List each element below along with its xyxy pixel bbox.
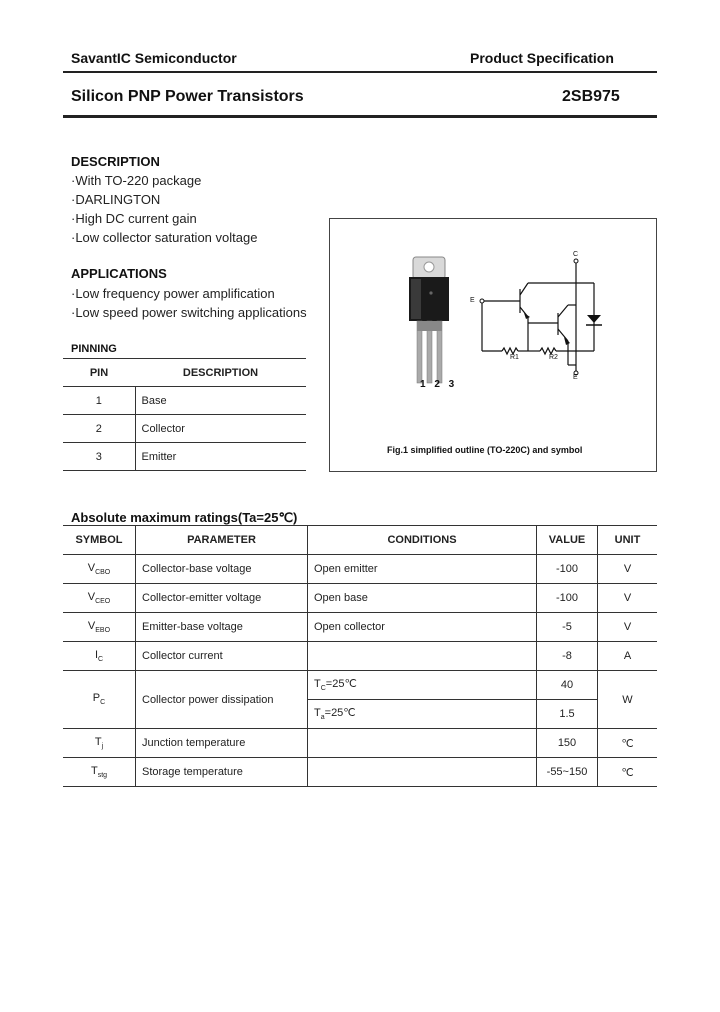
unit-cell: V: [598, 613, 658, 642]
table-row: [63, 584, 657, 613]
symbol-subscript: CBO: [95, 569, 111, 577]
value-cell: -100: [537, 555, 598, 584]
condition-subscript: C: [320, 685, 326, 693]
conditions-cell: [308, 642, 537, 671]
value-cell: -8: [537, 642, 598, 671]
unit-cell: V: [598, 555, 658, 584]
conditions-cell: [308, 671, 537, 700]
unit-cell: ℃: [598, 758, 658, 787]
unit-cell: ℃: [598, 729, 658, 758]
condition-text: T: [314, 707, 321, 720]
emitter-label: E: [573, 374, 578, 381]
condition-text: T: [314, 678, 321, 691]
value-cell: 1.5: [537, 700, 598, 729]
parameter-cell: Junction temperature: [136, 729, 308, 758]
unit-cell: V: [598, 584, 658, 613]
part-number: 2SB975: [562, 88, 620, 105]
description-item: ·High DC current gain: [71, 211, 197, 226]
symbol-text: T: [94, 735, 102, 748]
condition-subscript: a: [320, 714, 325, 722]
description-item: ·Low collector saturation voltage: [71, 230, 258, 245]
application-item: ·Low speed power switching applications: [71, 305, 307, 320]
symbol-text: T: [90, 764, 98, 777]
symbol-subscript: CEO: [95, 598, 111, 606]
value-cell: 150: [537, 729, 598, 758]
conditions-cell: Open emitter: [308, 555, 537, 584]
unit-cell: A: [598, 642, 658, 671]
table-row: [63, 758, 657, 787]
description-item: ·DARLINGTON: [71, 192, 161, 207]
value-header: VALUE: [537, 526, 598, 555]
r1-label: R1: [510, 354, 519, 361]
pin-description: Collector: [135, 415, 306, 443]
pinning-header-row: [63, 359, 306, 387]
application-item: ·Low frequency power amplification: [71, 286, 275, 301]
symbol-subscript: C: [100, 699, 106, 707]
parameter-header: PARAMETER: [136, 526, 308, 555]
unit-header: UNIT: [598, 526, 658, 555]
ratings-header-row: [63, 526, 657, 555]
pin-header: PIN: [63, 359, 135, 387]
parameter-cell: Collector-base voltage: [136, 555, 308, 584]
figure-box: [329, 218, 657, 472]
figure-caption: Fig.1 simplified outline (TO-220C) and symbol: [387, 445, 583, 455]
ratings-title: Absolute maximum ratings(Ta=25℃): [71, 510, 298, 525]
symbol-text: P: [92, 692, 101, 705]
symbol-header: SYMBOL: [63, 526, 136, 555]
symbol-cell: [63, 613, 136, 642]
table-row: [63, 555, 657, 584]
value-cell: -55~150: [537, 758, 598, 787]
value-cell: 40: [537, 671, 598, 700]
symbol-cell: [63, 758, 136, 787]
symbol-subscript: EBO: [95, 627, 111, 635]
symbol-text: V: [87, 590, 96, 603]
collector-label: C: [573, 251, 579, 258]
pin-description: Emitter: [135, 443, 306, 471]
description-item: ·With TO-220 package: [71, 173, 202, 188]
conditions-cell: Open collector: [308, 613, 537, 642]
table-row: [63, 443, 306, 471]
conditions-cell: Open base: [308, 584, 537, 613]
symbol-subscript: C: [98, 656, 104, 664]
parameter-cell: Emitter-base voltage: [136, 613, 308, 642]
parameter-cell: Collector-emitter voltage: [136, 584, 308, 613]
pinning-table: [63, 358, 306, 471]
pin-numbers-label: 1 2 3: [420, 379, 458, 390]
table-row: [63, 415, 306, 443]
pinning-title: PINNING: [71, 343, 117, 355]
table-row: [63, 642, 657, 671]
parameter-cell: Collector current: [136, 642, 308, 671]
r2-label: R2: [549, 354, 558, 361]
to220-package-image: [405, 255, 458, 390]
conditions-header: CONDITIONS: [308, 526, 537, 555]
pin-number: 2: [63, 415, 135, 443]
product-line: Silicon PNP Power Transistors: [71, 88, 304, 105]
parameter-cell: Storage temperature: [136, 758, 308, 787]
symbol-subscript: stg: [97, 772, 108, 780]
symbol-subscript: j: [101, 743, 104, 751]
table-row: [63, 613, 657, 642]
document-type: Product Specification: [470, 50, 614, 66]
conditions-cell: [308, 729, 537, 758]
symbol-text: V: [87, 619, 96, 632]
pin-number: 3: [63, 443, 135, 471]
pin-description: Base: [135, 387, 306, 415]
applications-title: APPLICATIONS: [71, 266, 167, 281]
symbol-cell: [63, 729, 136, 758]
table-row: [63, 671, 657, 700]
header-rule-bottom: [63, 115, 657, 118]
symbol-cell: [63, 555, 136, 584]
header-rule-top: [63, 71, 657, 73]
darlington-symbol: [468, 253, 608, 388]
table-row: [63, 387, 306, 415]
value-cell: -5: [537, 613, 598, 642]
ratings-table: [63, 525, 657, 787]
symbol-text: I: [94, 648, 98, 661]
description-header: DESCRIPTION: [135, 359, 306, 387]
company-name: SavantIC Semiconductor: [71, 50, 237, 66]
condition-text: =25℃: [324, 707, 356, 720]
table-row: [63, 729, 657, 758]
unit-cell: W: [598, 671, 658, 729]
symbol-text: V: [87, 561, 96, 574]
pin-number: 1: [63, 387, 135, 415]
parameter-cell: Collector power dissipation: [136, 671, 308, 729]
condition-text: =25℃: [325, 678, 357, 691]
symbol-cell: [63, 584, 136, 613]
description-title: DESCRIPTION: [71, 154, 160, 169]
symbol-cell: [63, 671, 136, 729]
symbol-cell: [63, 642, 136, 671]
emitter-base-label: E: [470, 297, 475, 304]
conditions-cell: [308, 758, 537, 787]
conditions-cell: [308, 700, 537, 729]
value-cell: -100: [537, 584, 598, 613]
